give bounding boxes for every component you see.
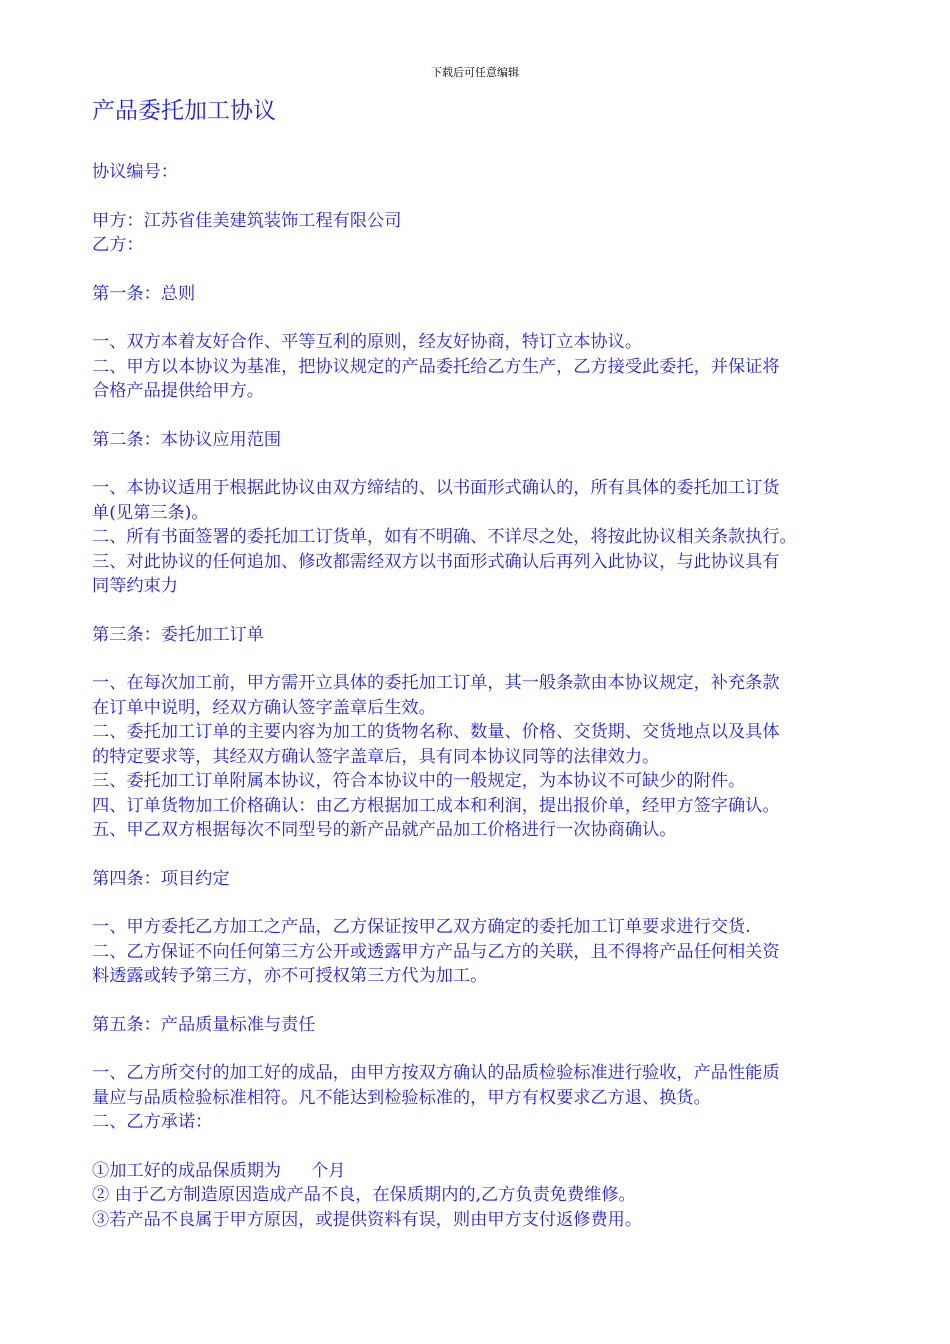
clause-line: 一、乙方所交付的加工好的成品，由甲方按双方确认的品质检验标准进行验收，产品性能质	[92, 1063, 780, 1083]
clause-line: 二、乙方承诺：	[92, 1112, 213, 1132]
clause-line: 四、订单货物加工价格确认：由乙方根据加工成本和利润，提出报价单，经甲方签字确认。	[92, 795, 780, 816]
spacer	[92, 843, 872, 867]
clause-line: 在订单中说明，经双方确认签字盖章后生效。	[92, 697, 436, 718]
clause-line: 一、本协议适用于根据此协议由双方缔结的、以书面形式确认的，所有具体的委托加工订货	[92, 478, 780, 498]
agreement-number: 协议编号：	[92, 162, 178, 182]
party-a: 甲方：江苏省佳美建筑装饰工程有限公司	[92, 210, 402, 231]
clause-line: 二、所有书面签署的委托加工订货单，如有不明确、不详尽之处，将按此协议相关条款执行。	[92, 527, 797, 547]
page-header-note: 下载后可任意编辑	[431, 66, 519, 79]
spacer	[92, 891, 872, 915]
document-body	[92, 160, 872, 1232]
spacer	[92, 1135, 872, 1159]
clause-line: 料透露或转予第三方，亦不可授权第三方代为加工。	[92, 966, 488, 986]
spacer	[92, 1037, 872, 1061]
spacer	[92, 599, 872, 623]
clause-line: 的特定要求等，其经双方确认签字盖章后，具有同本协议同等的法律效力。	[92, 746, 660, 767]
clause-line: 一、甲方委托乙方加工之产品，乙方保证按甲乙双方确定的委托加工订单要求进行交货.	[92, 917, 751, 937]
warranty-item-1-prefix: ①加工好的成品保质期为	[92, 1160, 282, 1181]
party-b: 乙方：	[92, 235, 144, 255]
clause-line: 同等约束力	[92, 576, 178, 596]
warranty-item-1	[92, 1159, 872, 1184]
clause-line: 三、对此协议的任何追加、修改都需经双方以书面形式确认后再列入此协议，与此协议具有	[92, 551, 780, 572]
section-heading-1: 第一条：总则	[92, 283, 196, 304]
spacer	[92, 989, 872, 1013]
spacer	[92, 258, 872, 282]
section-heading-2: 第二条：本协议应用范围	[92, 429, 282, 450]
spacer	[92, 185, 872, 209]
section-heading-5: 第五条：产品质量标准与责任	[92, 1014, 316, 1035]
clause-line: 单(见第三条)。	[92, 502, 209, 523]
spacer	[92, 452, 872, 476]
spacer	[92, 647, 872, 671]
spacer	[92, 404, 872, 428]
spacer	[92, 306, 872, 330]
clause-line: 二、乙方保证不向任何第三方公开或透露甲方产品与乙方的关联，且不得将产品任何相关资	[92, 941, 780, 962]
section-heading-4: 第四条：项目约定	[92, 868, 230, 889]
clause-line: 一、双方本着友好合作、平等互利的原则，经友好协商，特订立本协议。	[92, 332, 643, 352]
clause-line: 二、甲方以本协议为基准，把协议规定的产品委托给乙方生产，乙方接受此委托，并保证将	[92, 356, 780, 377]
clause-line: 五、甲乙双方根据每次不同型号的新产品就产品加工价格进行一次协商确认。	[92, 820, 677, 840]
clause-line: 三、委托加工订单附属本协议，符合本协议中的一般规定，为本协议不可缺少的附件。	[92, 771, 746, 791]
clause-line: 二、委托加工订单的主要内容为加工的货物名称、数量、价格、交货期、交货地点以及具体	[92, 722, 780, 742]
warranty-item-2: ② 由于乙方制造原因造成产品不良，在保质期内的,乙方负责免费维修。	[92, 1185, 636, 1205]
warranty-item-3: ③若产品不良属于甲方原因，或提供资料有误，则由甲方支付返修费用。	[92, 1209, 643, 1230]
warranty-item-1-suffix: 个月	[311, 1160, 346, 1181]
clause-line: 量应与品质检验标准相符。凡不能达到检验标准的，甲方有权要求乙方退、换货。	[92, 1087, 711, 1108]
document-title: 产品委托加工协议	[92, 98, 276, 124]
clause-line: 一、在每次加工前，甲方需开立具体的委托加工订单，其一般条款由本协议规定，补充条款	[92, 673, 780, 693]
clause-line: 合格产品提供给甲方。	[92, 381, 264, 401]
section-heading-3: 第三条：委托加工订单	[92, 624, 264, 645]
